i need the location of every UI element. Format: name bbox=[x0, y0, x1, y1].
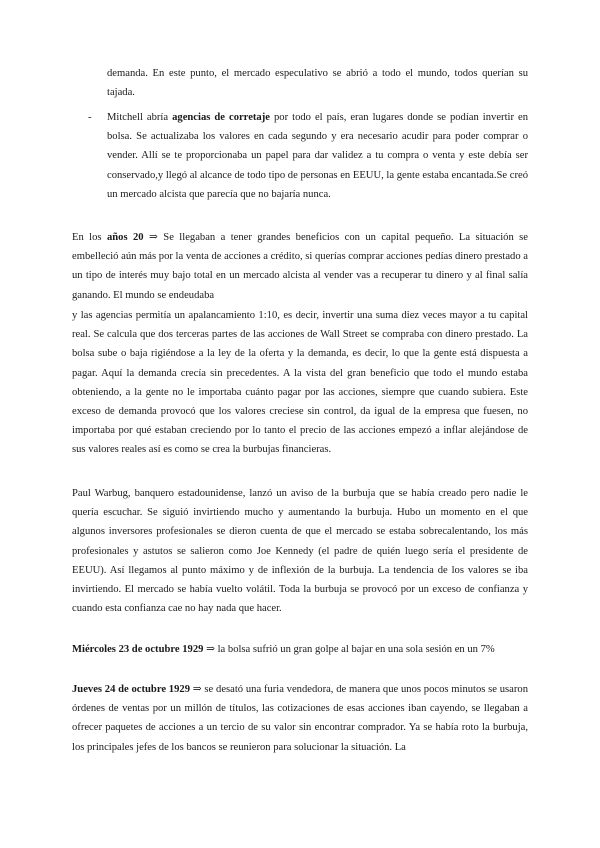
paragraph-apalancamiento bbox=[72, 306, 528, 460]
bullet-dash: - bbox=[88, 112, 92, 123]
paragraph-jueves-bold: Jueves 24 de octubre 1929 bbox=[72, 684, 190, 695]
paragraph-miercoles bbox=[72, 640, 528, 659]
paragraph-jueves bbox=[72, 680, 528, 757]
paragraph-anos-20-text: Se llegaban a tener grandes beneficios con un capital pequeño. La situación se embelleció aún más por la venta de acciones a crédito, si querías comprar acciones pedías dinero prestado a un tipo de interés muy bajo total en un mercado alcista al vender vas a recuperar tu dinero y al final salía ganando. El mundo se endeudaba bbox=[72, 232, 528, 301]
paragraph-anos-20-pre: En los bbox=[72, 232, 107, 243]
paragraph-anos-20-bold: años 20 bbox=[106, 232, 144, 243]
paragraph-mitchell-bold: agencias de corretaje bbox=[172, 112, 270, 123]
paragraph-mitchell bbox=[107, 108, 528, 204]
paragraph-miercoles-bold: Miércoles 23 de octubre 1929 bbox=[72, 644, 204, 655]
paragraph-demanda bbox=[107, 64, 528, 102]
paragraph-mitchell-pre: Mitchell abría bbox=[107, 112, 173, 123]
paragraph-anos-20 bbox=[72, 228, 528, 305]
arrow-icon: ⇒ bbox=[203, 644, 215, 655]
arrow-icon: ⇒ bbox=[190, 684, 202, 695]
paragraph-warbug bbox=[72, 484, 528, 618]
paragraph-jueves-text: se desató una furia vendedora, de manera que unos pocos minutos se usaron órdenes de ventas por un millón de títulos, las cotizaciones de esas acciones iban cayendo, se llegaban a ofrecer paquetes de acciones a un tercio de su valor sin encontrar comprador. Ya se había roto la burbuja, los principales jefes de los bancos se reunieron para solucionar la situación. La bbox=[72, 684, 529, 753]
paragraph-demanda-text: demanda. En este punto, el mercado especulativo se abrió a todo el mundo, todos querían su tajada. bbox=[107, 68, 528, 99]
paragraph-mitchell-text: por todo el país, eran lugares donde se podían invertir en bolsa. Se actualizaba los valores en cada segundo y era necesario acudir para poder comprar o vender. Allí se te proporcionaba un papel para dar validez a tu compra o venta y este debía ser conservado,y llegó al alcance de todo tipo de personas en EEUU, la gente estaba encantada.Se creó un mercado alcista que parecía que no bajaría nunca. bbox=[107, 112, 528, 200]
paragraph-miercoles-text: la bolsa sufrió un gran golpe al bajar en una sola sesión en un 7% bbox=[214, 644, 495, 655]
arrow-icon: ⇒ bbox=[143, 232, 158, 243]
paragraph-warbug-text: Paul Warbug, banquero estadounidense, lanzó un aviso de la burbuja que se había creado pero nadie le quería escuchar. Se siguió invirtiendo mucho y aumentando la burbuja. Hubo un momento en el que algunos inversores profesionales se dieron cuenta de que el mercado se estaba sobrecalentando, los más profesionales y astutos se salieron como Joe Kennedy (el padre de quién luego sería el presidente de EEUU). Así llegamos al punto máximo y de inflexión de la burbuja. La tendencia de los valores se iba invirtiendo. El mercado se había vuelto volátil. Toda la burbuja se provocó por un exceso de confianza y cuando esta confianza cae no hay nada que hacer. bbox=[72, 488, 528, 615]
paragraph-apalancamiento-text: y las agencias permitía un apalancamiento 1:10, es decir, invertir una suma diez veces mayor a tu capital real. Se calcula que dos terceras partes de las acciones de Wall Street se compraba con dinero prestado. La bolsa sube o baja rigiéndose a la ley de la oferta y la demanda, es decir, lo que la gente está dispuesta a pagar. Aquí la demanda crecía sin precedentes. A la vista del gran beneficio que todo el mundo estaba obteniendo, a la gente no le importaba cuánto pagar por las acciones, siempre que cuando subiera. Este exceso de demanda provocó que los valores creciese sin control, da igual de la empresa que fuesen, no importaba por qué estaban creciendo por lo tanto el precio de las acciones empezó a inflar alejándose de sus valores reales así es como se crea la burbujas financieras. bbox=[72, 310, 528, 456]
